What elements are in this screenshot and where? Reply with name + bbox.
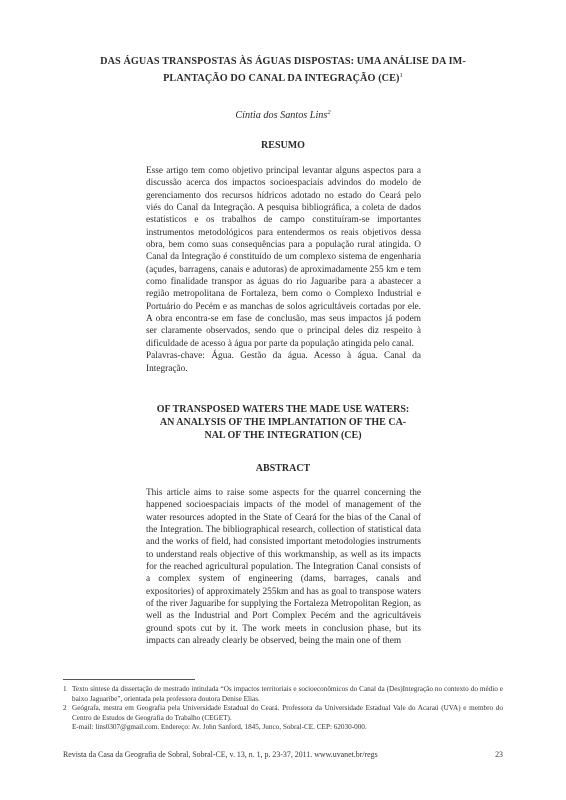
footnotes [63,685,503,733]
article-title-line-1: DAS ÁGUAS TRANSPOSTAS ÀS ÁGUAS DISPOSTAS: UMA ANÁLISE DA IM- [100,56,466,67]
footnote-2-number: 2 [63,704,67,713]
footnote-separator [63,679,195,680]
author-footnote-marker[interactable]: 2 [327,109,331,116]
footnote-1-number: 1 [63,685,67,693]
english-title-line-2: AN ANALYSIS OF THE IMPLANTATION OF THE CA- [159,417,407,428]
author-line [100,106,466,122]
page-number: 23 [495,750,503,759]
resumo-text: Esse artigo tem como objetivo principal levantar alguns aspectos para a discussão acerca dos impactos socioespaciais advindos do modelo de gerenciamento dos recursos hídricos adotado no estado do Ceará pelo viés do Canal da Integração. A pesquisa bibliográfica, a coleta de dados estatísticos e os trabalhos de campo constituíram-se importantes instrumentos metodológicos para entendermos os reais objetivos dessa obra, bem como suas consequências para a população rural atingida. O Canal da Integração é constituído de um complexo sistema de engenharia (açudes, barragens, canais e adutoras) de aproximadamente 255 km e tem como finalidade transpor as águas do rio Jaguaribe para a abastecer a região metropolitana de Fortaleza, bem como o Complexo Industrial e Portuário do Pecém e as manchas de solos agricultáveis cortadas por ele. A obra encontra-se em fase de conclusão, mas seus impactos já podem ser claramente observados, sendo que o principal deles diz respeito à dificuldade de acesso à água por parte da população atingida pelo canal. [146,166,421,349]
title-footnote-marker[interactable]: 1 [399,71,403,79]
english-title-line-1: OF TRANSPOSED WATERS THE MADE USE WATERS: [156,404,410,415]
footnote-2 [63,704,503,723]
journal-citation: Revista da Casa da Geografia de Sobral, Sobral-CE, v. 13, n. 1, p. 23-37, 2011. www.uvanet.br/regs [63,750,378,759]
resumo-block [146,165,421,375]
author-name: Cíntia dos Santos Lins [235,110,328,121]
resumo-heading: RESUMO [261,140,305,151]
article-title-line-2-text: PLANTAÇÃO DO CANAL DA INTEGRAÇÃO (CE) [163,72,400,84]
keywords-pt: Palavras-chave: Água. Gestão da água. Acesso à água. Canal da Integração. [146,351,421,374]
contact-email-line: E-mail: lins0307@gmail.com. Endereço: Av. John Sanford, 1845, Junco, Sobral-CE. CEP: 62030-000. [72,723,367,732]
footnote-1-text: Texto síntese da dissertação de mestrado intitulada “Os impactos territoriais e socioeconômicos do Canal da (Des)Integração no contexto do médio e baixo Jaguaribe”, orientada pela professora doutora Denise Elias. [72,685,503,703]
abstract-heading: ABSTRACT [255,463,311,474]
article-title [70,55,496,85]
footnote-1 [63,685,503,704]
abstract-text: This article aims to raise some aspects for the quarrel concerning the happened socioespaciais impacts of the model of management of the water resources adopted in the State of Ceará for the bias of the Canal of the Integration. The bibliographical research, collection of statistical data and the works of field, had consisted important metodologies instruments to understand reals objective of this workmanship, as well as its impacts for the reached agricultural population. The Integration Canal consists of a complex system of engineering (dams, barrages, canals and expositories) of approximately 255km and has as goal to transpose waters of the river Jaguaribe for supplying the Fortaleza Metropolitan Region, as well as the Industrial and Port Complex Pecém and the agricultáveis ground spots cut by it. The work meets in conclusion phase, but its impacts can already clearly be observed, being the main one of them [146,488,421,647]
english-title [100,403,466,442]
article-title-line-2 [70,69,496,86]
english-title-line-3: NAL OF THE INTEGRATION (CE) [204,430,362,441]
footnote-2-text: Geógrafa, mestra em Geografia pela Universidade Estadual do Ceará. Professora da Universidade Estadual Vale do Acaraú (UVA) e membro do Centro de Estudos de Geografia do Trabalho (CEGET). [72,704,503,722]
page-footer [63,750,503,759]
